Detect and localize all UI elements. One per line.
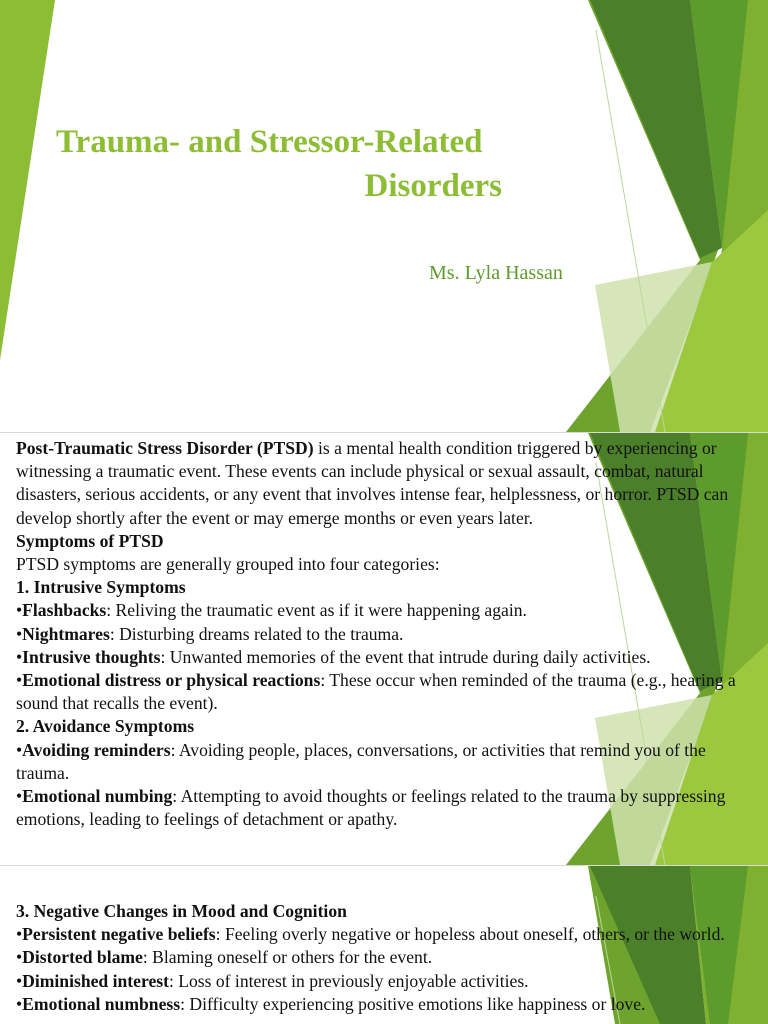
intro-term: Post-Traumatic Stress Disorder (PTSD)	[16, 438, 314, 458]
list-item: •Intrusive thoughts: Unwanted memories of the event that intrude during daily activities.	[16, 646, 651, 667]
item-desc: : Loss of interest in previously enjoyable activities.	[168, 970, 529, 991]
item-term: Flashbacks	[22, 600, 107, 621]
item-term: Emotional numbing	[22, 786, 173, 807]
list-item: •Flashbacks: Reliving the traumatic event as if it were happening again.	[16, 600, 527, 621]
section-heading-mood: 3. Negative Changes in Mood and Cognition	[16, 901, 347, 921]
item-term: Emotional distress or physical reactions	[22, 670, 321, 691]
item-desc: : Unwanted memories of the event that intrude during daily activities.	[160, 646, 651, 667]
item-term: Persistent negative beliefs	[22, 924, 216, 945]
mood-cognition-body-text	[16, 900, 756, 1016]
list-item: •Emotional distress or physical reactions: These occur when reminded of the trauma (e.g., hearing a sound that recalls the event).	[16, 670, 736, 714]
list-item: •Diminished interest: Loss of interest in previously enjoyable activities.	[16, 970, 529, 991]
item-term: Nightmares	[22, 623, 110, 644]
intro-text: is a mental health condition triggered by experiencing or witnessing a traumatic event. These events can include physical or sexual assault, combat, natural disasters, serious accidents, or any event that involves intense fear, helplessness, or horror. PTSD can develop shortly after the event or may emerge months or even years later.	[16, 438, 729, 528]
ptsd-body-text	[16, 437, 756, 831]
item-desc: : Avoiding people, places, conversations, or activities that remind you of the trauma.	[16, 739, 706, 783]
title-line-1: Trauma- and Stressor-Related	[56, 124, 483, 160]
intro-paragraph	[16, 437, 756, 530]
list-item: •Emotional numbness: Difficulty experiencing positive emotions like happiness or love.	[16, 993, 646, 1014]
item-desc: : Feeling overly negative or hopeless about oneself, others, or the world.	[215, 924, 725, 945]
item-desc: : Disturbing dreams related to the trauma.	[109, 623, 404, 644]
item-term: Distorted blame	[22, 947, 143, 968]
ptsd-slide	[0, 433, 768, 865]
item-desc: : Attempting to avoid thoughts or feelings related to the trauma by suppressing emotions, leading to feelings of detachment or apathy.	[16, 786, 726, 830]
list-item: •Emotional numbing: Attempting to avoid thoughts or feelings related to the trauma by suppressing emotions, leading to feelings of detachment or apathy.	[16, 786, 726, 830]
item-desc: : These occur when reminded of the trauma (e.g., hearing a sound that recalls the event).	[16, 670, 736, 714]
list-item: •Distorted blame: Blaming oneself or others for the event.	[16, 947, 433, 968]
item-term: Emotional numbness	[22, 993, 181, 1014]
list-item: •Avoiding reminders: Avoiding people, places, conversations, or activities that remind you of the trauma.	[16, 739, 706, 783]
presentation-title	[40, 120, 520, 208]
symptoms-intro: PTSD symptoms are generally grouped into four categories:	[16, 554, 440, 575]
item-desc: : Reliving the traumatic event as if it were happening again.	[106, 600, 527, 621]
section-heading-intrusive: 1. Intrusive Symptoms	[16, 577, 186, 598]
presenter-name: Ms. Lyla Hassan	[429, 262, 563, 284]
section-heading-avoidance: 2. Avoidance Symptoms	[16, 716, 195, 737]
item-term: Diminished interest	[22, 970, 169, 991]
symptoms-heading: Symptoms of PTSD	[16, 530, 164, 551]
item-desc: : Difficulty experiencing positive emotions like happiness or love.	[180, 993, 646, 1014]
title-slide	[0, 0, 768, 432]
list-item: •Nightmares: Disturbing dreams related to the trauma.	[16, 623, 404, 644]
item-desc: : Blaming oneself or others for the event.	[142, 947, 433, 968]
item-term: Intrusive thoughts	[22, 646, 161, 667]
item-term: Avoiding reminders	[22, 739, 171, 760]
green-facet-decoration	[0, 0, 768, 432]
mood-cognition-slide	[0, 866, 768, 1024]
list-item: •Persistent negative beliefs: Feeling overly negative or hopeless about oneself, others, or the world.	[16, 924, 725, 945]
title-line-2: Disorders	[364, 168, 502, 204]
